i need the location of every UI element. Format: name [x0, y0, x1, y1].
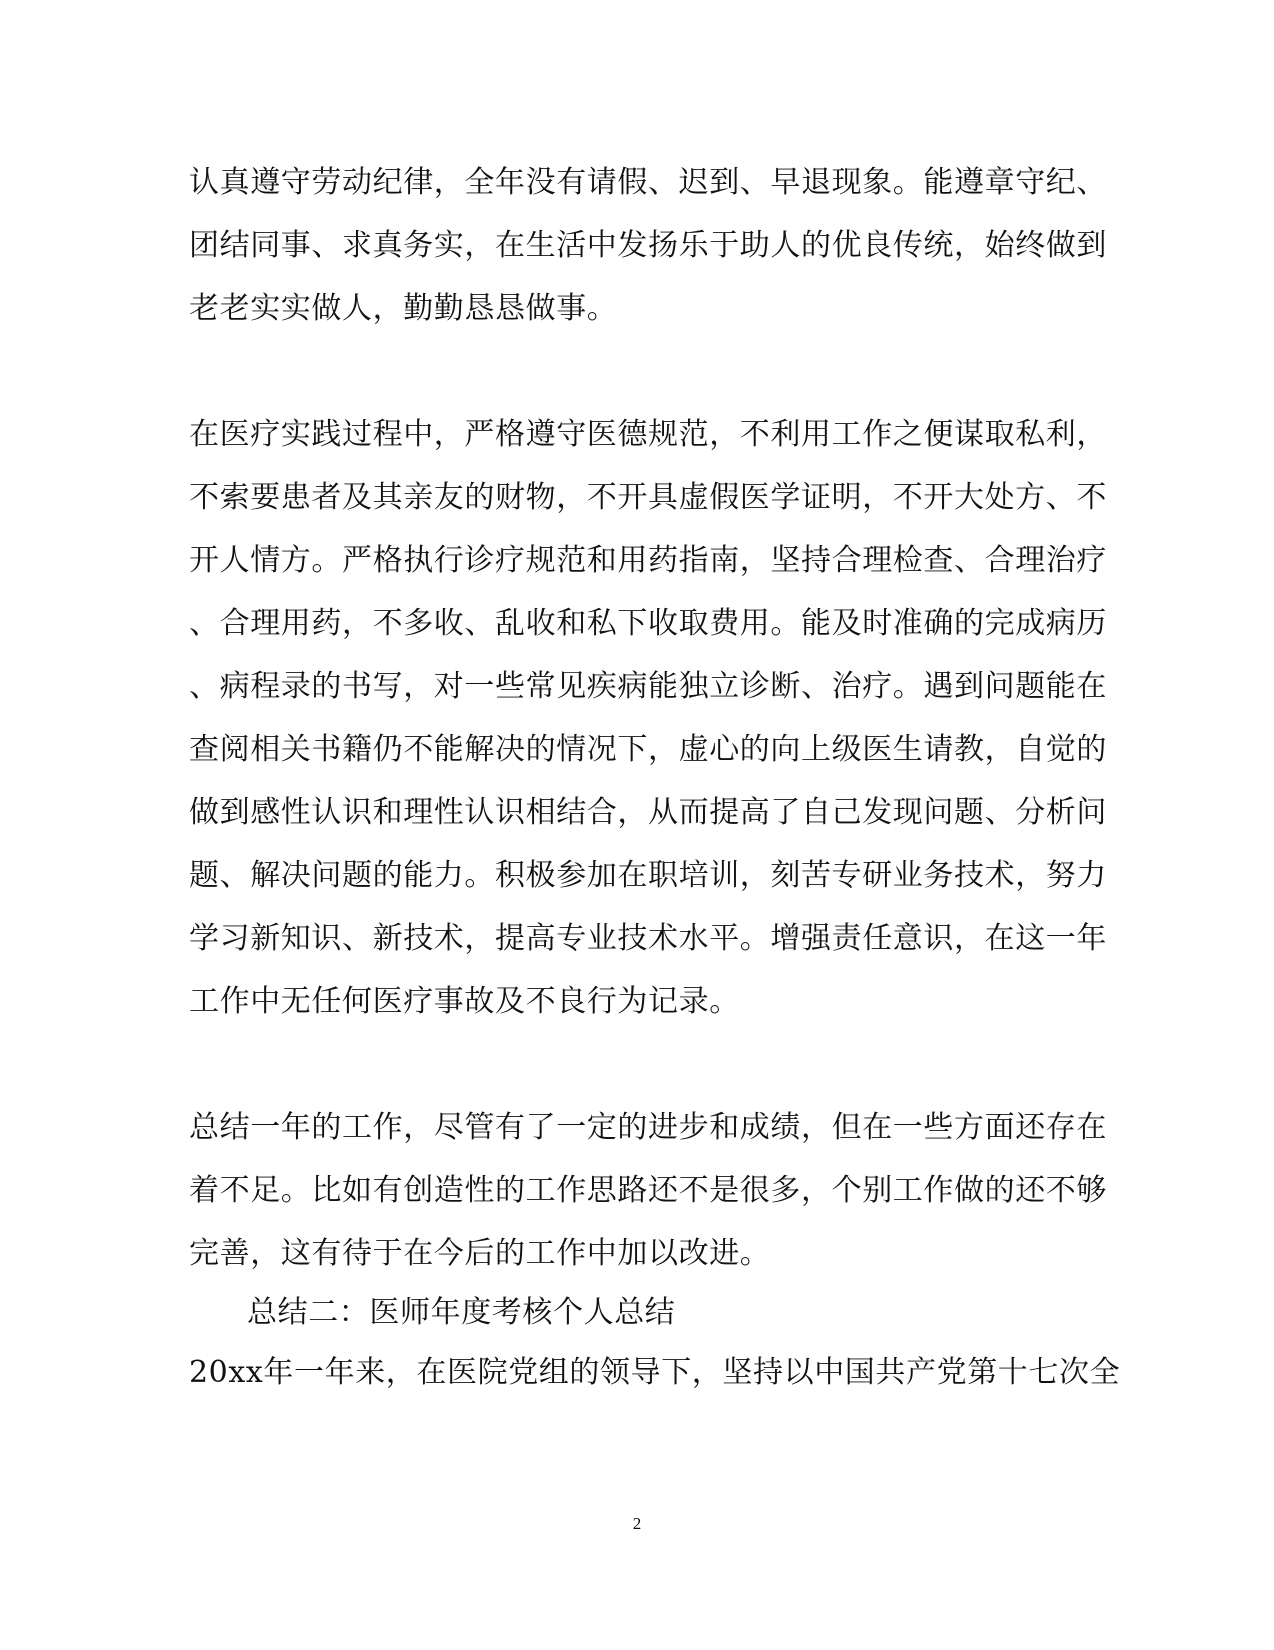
paragraph-3-line-3: 完善，这有待于在今后的工作中加以改进。 — [189, 1236, 771, 1271]
paragraph-4-line-1: 20xx年一年来，在医院党组的领导下，坚持以中国共产党第十七次全 — [189, 1355, 1121, 1390]
paragraph-2-line-3: 开人情方。严格执行诊疗规范和用药指南，坚持合理检查、合理治疗 — [189, 543, 1107, 578]
paragraph-2-line-10: 工作中无任何医疗事故及不良行为记录。 — [189, 984, 740, 1019]
paragraph-1-line-1: 认真遵守劳动纪律，全年没有请假、迟到、早退现象。能遵章守纪、 — [189, 165, 1107, 200]
paragraph-1-line-2: 团结同事、求真务实，在生活中发扬乐于助人的优良传统，始终做到 — [189, 228, 1107, 263]
section-heading: 总结二：医师年度考核个人总结 — [247, 1295, 676, 1330]
page-number: 2 — [632, 1514, 642, 1533]
paragraph-3-line-1: 总结一年的工作，尽管有了一定的进步和成绩，但在一些方面还存在 — [189, 1110, 1107, 1145]
paragraph-2-line-1: 在医疗实践过程中，严格遵守医德规范，不利用工作之便谋取私利， — [189, 417, 1107, 452]
paragraph-3-line-2: 着不足。比如有创造性的工作思路还不是很多，个别工作做的还不够 — [189, 1173, 1107, 1208]
paragraph-2-line-7: 做到感性认识和理性认识相结合，从而提高了自己发现问题、分析问 — [189, 795, 1107, 830]
paragraph-2-line-9: 学习新知识、新技术，提高专业技术水平。增强责任意识，在这一年 — [189, 921, 1107, 956]
paragraph-2-line-4: 、合理用药，不多收、乱收和私下收取费用。能及时准确的完成病历 — [189, 606, 1107, 641]
paragraph-2-line-5: 、病程录的书写，对一些常见疾病能独立诊断、治疗。遇到问题能在 — [189, 669, 1107, 704]
paragraph-2-line-2: 不索要患者及其亲友的财物，不开具虚假医学证明，不开大处方、不 — [189, 480, 1107, 515]
paragraph-2-line-6: 查阅相关书籍仍不能解决的情况下，虚心的向上级医生请教，自觉的 — [189, 732, 1107, 767]
paragraph-1-line-3: 老老实实做人，勤勤恳恳做事。 — [189, 291, 618, 326]
paragraph-2-line-8: 题、解决问题的能力。积极参加在职培训，刻苦专研业务技术，努力 — [189, 858, 1107, 893]
